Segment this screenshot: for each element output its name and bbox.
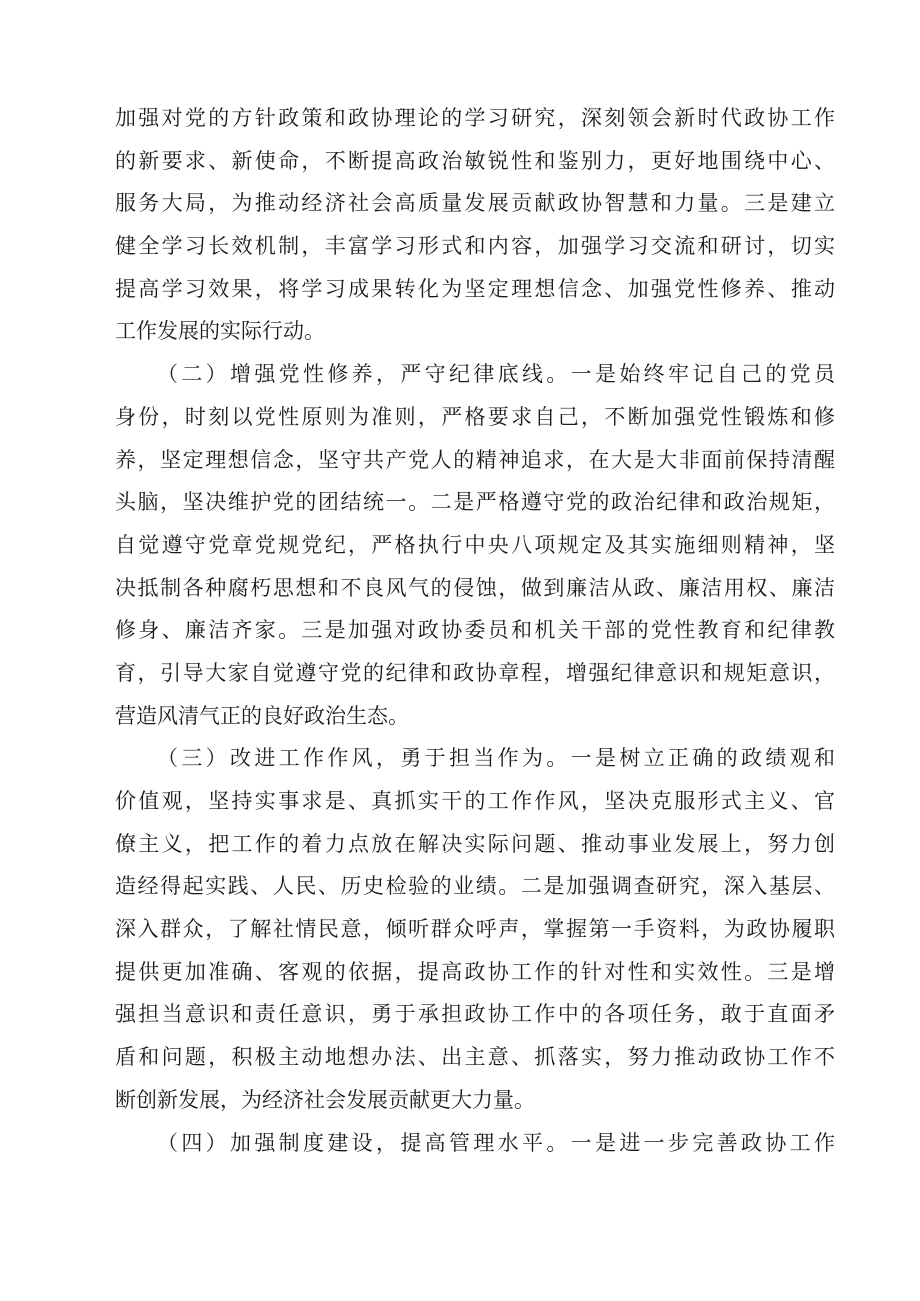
section-heading-line: （二）增强党性修养，严守纪律底线。一是始终牢记自己的党员 <box>157 362 835 387</box>
text-line: 提供更加准确、客观的依据，提高政协工作的针对性和实效性。三是增 <box>115 959 835 984</box>
paragraph-section-4 <box>115 1122 835 1165</box>
text-line: 强担当意识和责任意识，勇于承担政协工作中的各项任务，敢于直面矛 <box>115 1002 835 1027</box>
text-line: 造经得起实践、人民、历史检验的业绩。二是加强调查研究，深入基层、 <box>115 874 835 899</box>
text-line: 自觉遵守党章党规党纪，严格执行中央八项规定及其实施细则精神，坚 <box>115 532 835 557</box>
section-heading-line: （三）改进工作作风，勇于担当作为。一是树立正确的政绩观和 <box>157 746 835 771</box>
text-line: 的新要求、新使命，不断提高政治敏锐性和鉴别力，更好地围绕中心、 <box>115 148 835 173</box>
text-line: 服务大局，为推动经济社会高质量发展贡献政协智慧和力量。三是建立 <box>115 191 835 216</box>
paragraph-continuation <box>115 97 835 353</box>
text-line: 加强对党的方针政策和政协理论的学习研究，深刻领会新时代政协工作 <box>115 106 835 130</box>
text-line: 深入群众，了解社情民意，倾听群众呼声，掌握第一手资料，为政协履职 <box>115 917 835 942</box>
text-line: 头脑，坚决维护党的团结统一。二是严格遵守党的政治纪律和政治规矩， <box>115 490 835 515</box>
section-heading-line: （四）加强制度建设，提高管理水平。一是进一步完善政协工作 <box>157 1130 835 1155</box>
text-line: 修身、廉洁齐家。三是加强对政协委员和机关干部的党性教育和纪律教 <box>115 618 835 643</box>
text-line: 身份，时刻以党性原则为准则，严格要求自己，不断加强党性锻炼和修 <box>115 404 835 429</box>
paragraph-section-2 <box>115 353 835 737</box>
text-line: 决抵制各种腐朽思想和不良风气的侵蚀，做到廉洁从政、廉洁用权、廉洁 <box>115 575 835 600</box>
text-line: 工作发展的实际行动。 <box>115 319 325 344</box>
text-line: 育，引导大家自觉遵守党的纪律和政协章程，增强纪律意识和规矩意识， <box>115 660 835 685</box>
text-line: 盾和问题，积极主动地想办法、出主意、抓落实，努力推动政协工作不 <box>115 1045 835 1070</box>
text-line: 价值观，坚持实事求是、真抓实干的工作作风，坚决克服形式主义、官 <box>115 789 835 813</box>
text-line: 僚主义，把工作的着力点放在解决实际问题、推动事业发展上，努力创 <box>115 831 835 856</box>
document-body <box>115 97 835 1164</box>
text-line: 提高学习效果，将学习成果转化为坚定理想信念、加强党性修养、推动 <box>115 276 835 301</box>
text-line: 营造风清气正的良好政治生态。 <box>115 703 409 728</box>
text-line: 健全学习长效机制，丰富学习形式和内容，加强学习交流和研讨，切实 <box>115 234 835 259</box>
paragraph-section-3 <box>115 737 835 1121</box>
text-line: 养，坚定理想信念，坚守共产党人的精神追求，在大是大非面前保持清醒 <box>115 447 835 472</box>
text-line: 断创新发展，为经济社会发展贡献更大力量。 <box>115 1087 535 1112</box>
